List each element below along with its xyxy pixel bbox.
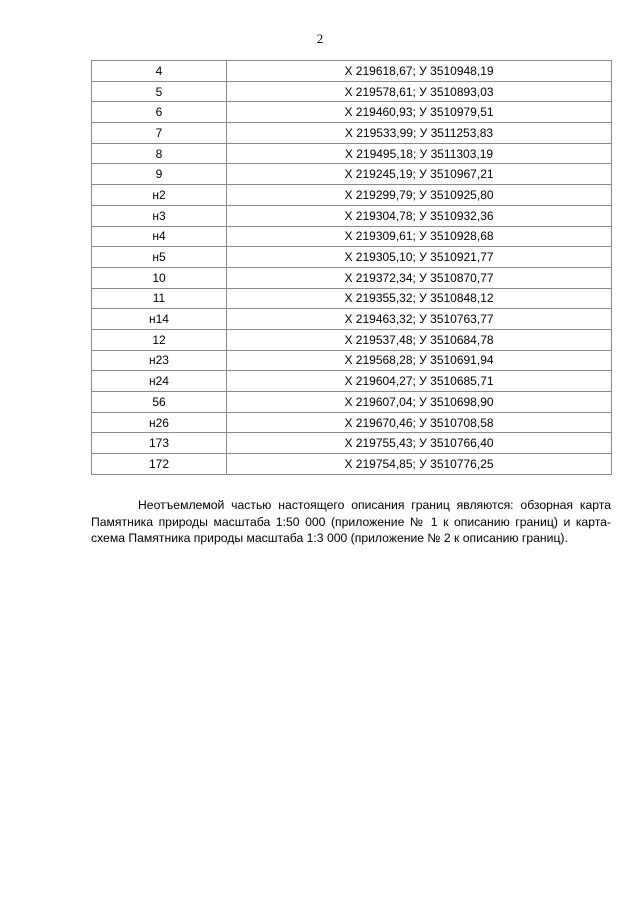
coords-cell: X 219299,79; У 3510925,80 <box>227 185 612 206</box>
table-row <box>92 123 612 144</box>
point-cell: 9 <box>92 164 227 185</box>
table-row <box>92 371 612 392</box>
point-cell: н3 <box>92 205 227 226</box>
table-row <box>92 61 612 82</box>
coords-cell: X 219618,67; У 3510948,19 <box>227 61 612 82</box>
coords-cell: X 219495,18; У 3511303,19 <box>227 143 612 164</box>
point-cell: 10 <box>92 267 227 288</box>
table-row <box>92 412 612 433</box>
coords-cell: X 219754,85; У 3510776,25 <box>227 454 612 475</box>
point-cell: н26 <box>92 412 227 433</box>
coords-cell: X 219537,48; У 3510684,78 <box>227 329 612 350</box>
table-row <box>92 81 612 102</box>
appendix-note-paragraph: Неотъемлемой частью настоящего описания границ являются: обзорная карта Памятника природы масштаба 1:50 000 (приложение № 1 к описанию границ) и карта-схема Памятника природы масштаба 1:3 000 (приложение № 2 к описанию границ). <box>91 498 611 545</box>
point-cell: 11 <box>92 288 227 309</box>
coords-cell: X 219568,28; У 3510691,94 <box>227 350 612 371</box>
point-cell: 8 <box>92 143 227 164</box>
point-cell: 56 <box>92 392 227 413</box>
coords-cell: X 219604,27; У 3510685,71 <box>227 371 612 392</box>
table-row <box>92 226 612 247</box>
point-cell: 6 <box>92 102 227 123</box>
coords-cell: X 219533,99; У 3511253,83 <box>227 123 612 144</box>
point-cell: н23 <box>92 350 227 371</box>
coords-cell: X 219607,04; У 3510698,90 <box>227 392 612 413</box>
table-row <box>92 433 612 454</box>
point-cell: 173 <box>92 433 227 454</box>
coords-cell: X 219460,93; У 3510979,51 <box>227 102 612 123</box>
point-cell: 4 <box>92 61 227 82</box>
point-cell: н4 <box>92 226 227 247</box>
coords-cell: X 219309,61; У 3510928,68 <box>227 226 612 247</box>
coords-cell: X 219755,43; У 3510766,40 <box>227 433 612 454</box>
coords-cell: X 219245,19; У 3510967,21 <box>227 164 612 185</box>
coordinates-table-body <box>92 61 612 475</box>
point-cell: н24 <box>92 371 227 392</box>
coords-cell: X 219463,32; У 3510763,77 <box>227 309 612 330</box>
coords-cell: X 219305,10; У 3510921,77 <box>227 247 612 268</box>
table-row <box>92 454 612 475</box>
coordinates-table <box>91 60 612 475</box>
coords-cell: X 219372,34; У 3510870,77 <box>227 267 612 288</box>
coords-cell: X 219355,32; У 3510848,12 <box>227 288 612 309</box>
page-number: 2 <box>316 31 324 46</box>
point-cell: 172 <box>92 454 227 475</box>
table-row <box>92 309 612 330</box>
point-cell: 12 <box>92 329 227 350</box>
table-row <box>92 267 612 288</box>
coords-cell: X 219670,46; У 3510708,58 <box>227 412 612 433</box>
coords-cell: X 219578,61; У 3510893,03 <box>227 81 612 102</box>
table-row <box>92 329 612 350</box>
point-cell: н5 <box>92 247 227 268</box>
table-row <box>92 288 612 309</box>
table-row <box>92 350 612 371</box>
point-cell: н14 <box>92 309 227 330</box>
table-row <box>92 205 612 226</box>
table-row <box>92 185 612 206</box>
point-cell: н2 <box>92 185 227 206</box>
table-row <box>92 392 612 413</box>
table-row <box>92 143 612 164</box>
point-cell: 7 <box>92 123 227 144</box>
table-row <box>92 102 612 123</box>
table-row <box>92 164 612 185</box>
coords-cell: X 219304,78; У 3510932,36 <box>227 205 612 226</box>
point-cell: 5 <box>92 81 227 102</box>
table-row <box>92 247 612 268</box>
